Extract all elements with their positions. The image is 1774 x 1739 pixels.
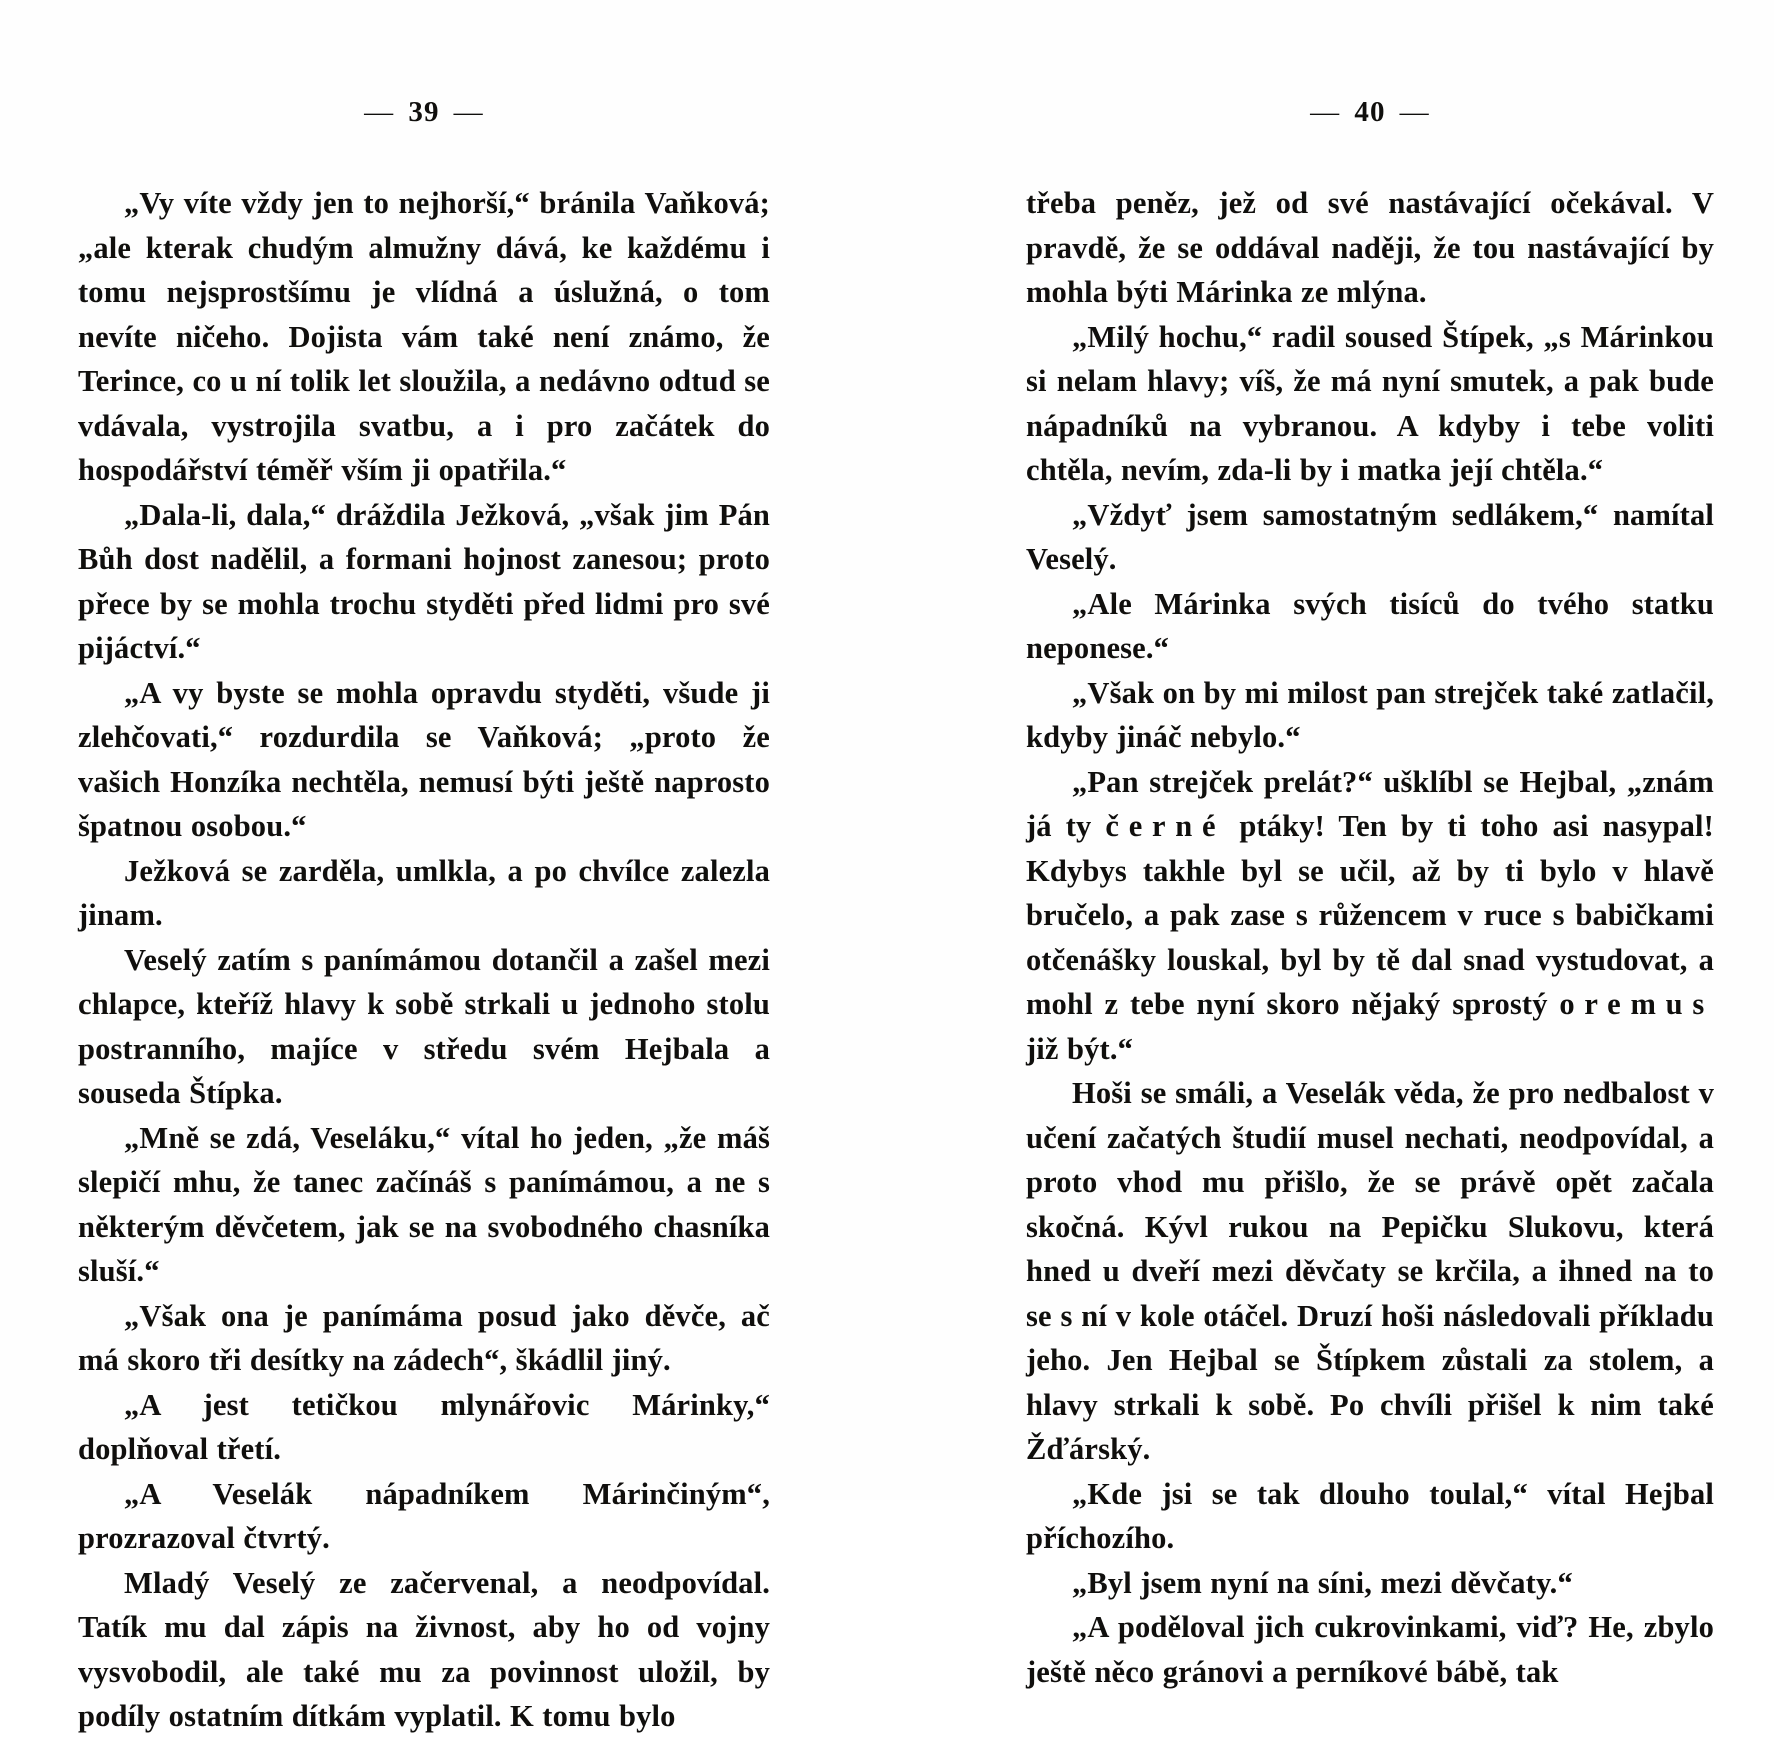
folio-number-left: 39 xyxy=(408,96,440,128)
paragraph: třeba peněz, jež od své nastávající očekával. V pravdě, že se oddával naději, že tou nastávající by mohla býti Márinka ze mlýna. xyxy=(1026,186,1714,309)
page-number-left xyxy=(78,96,770,129)
page-right xyxy=(944,0,1774,1739)
paragraph: „Byl jsem nyní na síni, mezi děvčaty.“ xyxy=(1072,1565,1573,1600)
paragraph: „Dala-li, dala,“ dráždila Ježková, „však jim Pán Bůh dost nadělil, a formani hojnost zanesou; proto přece by se mohla trochu styděti před lidmi pro své pijáctví.“ xyxy=(78,497,770,665)
paragraph: Hoši se smáli, a Veselák věda, že pro nedbalost v učení začatých študií musel nechati, neodpovídal, a proto vhod mu přišlo, že se právě opět začala skočná. Kývl rukou na Pepičku Slukovu, která hned u dveří mezi děvčaty se krčila, a ihned na to se s ní v kole otáčel. Druzí hoši následovali příkladu jeho. Jen Hejbal se Štípkem zůstali za stolem, a hlavy strkali k sobě. Po chvíli přišel k nim také Žďárský. xyxy=(1026,1076,1714,1466)
paragraph: „A poděloval jich cukrovinkami, viď? He, zbylo ještě něco gránovi a perníkové bábě, tak xyxy=(1026,1610,1714,1689)
paragraph: „Pan strejček prelát?“ ušklíbl se Hejbal, „znám já ty černé ptáky! Ten by ti toho asi nasypal! Kdybys takhle byl se učil, až by ti bylo v hlavě bručelo, a pak zase s růžencem v ruce s babičkami otčenášky louskal, byl by tě dal snad vystudovat, a mohl z tebe nyní skoro nějaký sprostý oremus již být.“ xyxy=(1026,764,1714,1066)
paragraph: „Vždyť jsem samostatným sedlákem,“ namítal Veselý. xyxy=(1026,497,1714,576)
folio-dash-right: — xyxy=(1399,96,1430,128)
paragraph: „Kde jsi se tak dlouho toulal,“ vítal Hejbal příchozího. xyxy=(1026,1476,1714,1555)
paragraph: „Milý hochu,“ radil soused Štípek, „s Márinkou si nelam hlavy; víš, že má nyní smutek, a pak bude nápadníků na vybranou. A kdyby i tebe voliti chtěla, nevím, zda-li by i matka její chtěla.“ xyxy=(1026,319,1714,487)
paragraph: „Mně se zdá, Veseláku,“ vítal ho jeden, „že máš slepičí mhu, že tanec začínáš s panímámou, a ne s některým děvčetem, jak se na svobodného chasníka sluší.“ xyxy=(78,1120,770,1288)
paragraph: Veselý zatím s panímámou dotančil a zašel mezi chlapce, kteříž hlavy k sobě strkali u jednoho stolu postranního, majíce v středu svém Hejbala a souseda Štípka. xyxy=(78,942,770,1110)
paragraph: „A jest tetičkou mlynářovic Márinky,“ doplňoval třetí. xyxy=(78,1387,770,1466)
paragraph: „A Veselák nápadníkem Márinčiným“, prozrazoval čtvrtý. xyxy=(78,1476,770,1555)
paragraph: „Vy víte vždy jen to nejhorší,“ bránila Vaňková; „ale kterak chudým almužny dává, ke každému i tomu nejsprostšímu je vlídná a úslužná, o tom nevíte ničeho. Dojista vám také není známo, že Terince, co u ní tolik let sloužila, a nedávno odtud se vdávala, vystrojila svatbu, a i pro začátek do hospodářství téměř vším ji opatřila.“ xyxy=(78,186,770,487)
paragraph: Ježková se zarděla, umlkla, a po chvílce zalezla jinam. xyxy=(78,853,770,932)
paragraph: „Však ona je panímáma posud jako děvče, ač má skoro tři desítky na zádech“, škádlil jiný. xyxy=(78,1298,770,1377)
paragraph: „Však on by mi milost pan strejček také zatlačil, kdyby jináč nebylo.“ xyxy=(1026,675,1714,754)
paragraph: „Ale Márinka svých tisíců do tvého statku neponese.“ xyxy=(1026,586,1714,665)
body-text-right xyxy=(1026,181,1714,1694)
folio-number-right: 40 xyxy=(1354,96,1386,128)
paragraph: „A vy byste se mohla opravdu styděti, všude ji zlehčovati,“ rozdurdila se Vaňková; „proto že vašich Honzíka nechtěla, nemusí býti ještě naprosto špatnou osobou.“ xyxy=(78,675,770,843)
paragraph: Mladý Veselý ze začervenal, a neodpovídal. Tatík mu dal zápis na živnost, aby ho od vojny vysvobodil, ale také mu za povinnost uložil, by podíly ostatním dítkám vyplatil. K tomu bylo xyxy=(78,1565,770,1733)
folio-dash-right: — xyxy=(453,96,484,128)
folio-dash-left: — xyxy=(364,96,395,128)
body-text-left xyxy=(78,181,770,1739)
page-left xyxy=(0,0,830,1739)
folio-dash-left: — xyxy=(1310,96,1341,128)
page-number-right xyxy=(1026,96,1714,129)
